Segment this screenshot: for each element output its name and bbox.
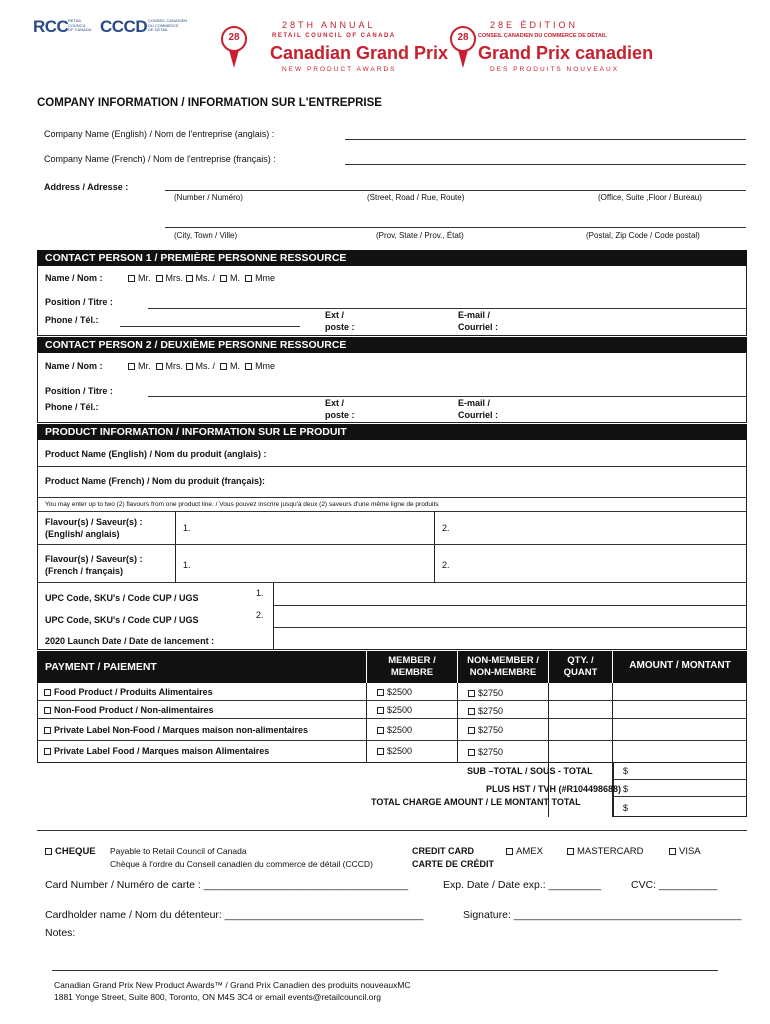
cccd-logo-sub <box>148 19 187 33</box>
pay-row-1-member-price: $2500 <box>387 687 413 697</box>
ribbon-icon-fr <box>458 50 468 68</box>
pay-row-2-label: Non-Food Product / Non-alimentaires <box>54 705 214 715</box>
medal-en-number: 28 <box>228 32 240 43</box>
title-m: M. <box>230 273 241 283</box>
company-name-en-field[interactable] <box>345 139 746 140</box>
pay-row-1-non <box>468 688 503 698</box>
checkbox-m[interactable] <box>220 275 227 282</box>
hst-label: PLUS HST / TVH (#R104498688) <box>486 784 622 794</box>
product-name-en-divider <box>37 466 747 467</box>
credit-card-label: CREDIT CARD <box>412 846 474 856</box>
upc-num-2: 2. <box>256 610 264 620</box>
contact1-position-label: Position / Titre : <box>45 297 113 307</box>
upc-num-1: 1. <box>256 588 264 598</box>
banner-en-title: Canadian Grand Prix <box>270 43 449 63</box>
flavour-fr-2-num: 2. <box>442 560 450 570</box>
flavour-en-1-num: 1. <box>183 523 191 533</box>
addr-city-label: (City, Town / Ville) <box>174 231 238 240</box>
pay-row-3-member-price: $2500 <box>387 725 413 735</box>
launch-date-label: 2020 Launch Date / Date de lancement : <box>45 636 215 646</box>
hst-dollar: $ <box>623 784 629 794</box>
checkbox-mr[interactable] <box>128 275 135 282</box>
pay-row-4-non <box>468 747 503 757</box>
address-line-1[interactable] <box>165 190 746 191</box>
rcc-sub-1: RETAIL <box>68 18 82 23</box>
pay-row-3-label: Private Label Non-Food / Marques maison non-alimentaires <box>54 725 309 735</box>
banner-fr-title: Grand Prix canadien <box>478 43 654 63</box>
visa-option <box>669 846 701 857</box>
member-h2: MEMBRE <box>390 667 434 678</box>
pay-row-4-checkbox[interactable] <box>44 748 51 755</box>
flavour-fr-1-num: 1. <box>183 560 191 570</box>
cccd-sub-2: DU COMMERCE <box>148 22 179 28</box>
company-heading: COMPANY INFORMATION / INFORMATION SUR L'ENTREPRISE <box>37 97 382 109</box>
contact1-courriel: Courriel : <box>458 322 499 332</box>
contact2-poste: poste : <box>325 410 355 420</box>
mastercard-label: MASTERCARD <box>577 846 644 857</box>
nonmember-header <box>458 651 548 683</box>
card-number-field[interactable]: Card Number / Numéro de carte : ___________________________________ <box>45 879 409 891</box>
flavour-en-1-field[interactable] <box>175 511 435 544</box>
pay-row-3-member-checkbox[interactable] <box>377 727 384 734</box>
contact1-email: E-mail / <box>458 310 491 320</box>
flavour-fr-1-field[interactable] <box>175 545 435 582</box>
pay-row-1 <box>44 687 213 697</box>
qty-h2: QUANT <box>563 667 598 678</box>
pay-row-1-divider <box>37 700 747 701</box>
medal-icon-fr <box>450 26 476 52</box>
upc-area <box>273 583 747 650</box>
banner-fr-sub: DES PRODUITS NOUVEAUX <box>490 66 620 73</box>
contact2-phone-label: Phone / Tél.: <box>45 402 99 412</box>
title-m-2: M. <box>230 361 241 371</box>
contact1-email-label <box>458 309 498 333</box>
contact1-poste: poste : <box>325 322 355 332</box>
title-mr: Mr. <box>138 273 151 283</box>
pay-row-2-member-price: $2500 <box>387 705 413 715</box>
cheque-checkbox[interactable] <box>45 848 52 855</box>
medal-icon-en <box>221 26 247 52</box>
pay-row-3-non <box>468 725 503 735</box>
expiry-field[interactable]: Exp. Date / Date exp.: _________ <box>443 879 602 891</box>
contact2-heading: CONTACT PERSON 2 / DEUXIÈME PERSONNE RESSOURCE <box>45 339 347 351</box>
rcc-logo-sub <box>68 19 91 33</box>
contact2-header <box>37 337 747 353</box>
cheque-option <box>45 846 96 857</box>
flavour-en-label-2: (English/ anglais) <box>45 529 120 539</box>
upc-field-2[interactable] <box>273 627 747 628</box>
mastercard-checkbox[interactable] <box>567 848 574 855</box>
nonmember-h1: NON-MEMBER / <box>467 655 539 666</box>
addr-number-label: (Number / Numéro) <box>174 193 243 202</box>
banner-en-sub: NEW PRODUCT AWARDS <box>282 66 397 73</box>
product-note: You may enter up to two (2) flavours from one product line. / Vous pouvez inscrire jusqu'à deux (2) saveurs d'une même ligne de produits <box>45 501 439 508</box>
totals-box <box>613 763 747 817</box>
signature-field[interactable]: Signature: _______________________________________ <box>463 909 742 921</box>
checkbox-mme-2[interactable] <box>245 363 252 370</box>
flavour-fr-label-1: Flavour(s) / Saveur(s) : <box>45 554 143 564</box>
banner-fr-council: CONSEIL CANADIEN DU COMMERCE DE DÉTAIL <box>478 33 607 39</box>
flavour-en-label-1: Flavour(s) / Saveur(s) : <box>45 517 143 527</box>
pay-row-4-non-checkbox[interactable] <box>468 749 475 756</box>
addr-prov-label: (Prov, State / Prov., État) <box>376 231 464 240</box>
product-header <box>37 424 747 440</box>
banner-fr-annual: 28E ÉDITION <box>490 20 579 30</box>
pay-row-1-non-checkbox[interactable] <box>468 690 475 697</box>
cccd-sub-1: CONSEIL CANADIEN <box>148 18 188 23</box>
banner-en-council: RETAIL COUNCIL OF CANADA <box>272 33 396 39</box>
payable-fr: Chèque à l'ordre du Conseil canadien du commerce de détail (CCCD) <box>110 859 373 869</box>
flavour-en-2-num: 2. <box>442 523 450 533</box>
contact1-phone-label: Phone / Tél.: <box>45 315 99 325</box>
footer-divider <box>52 970 718 971</box>
pay-row-1-member <box>377 687 412 697</box>
member-h1: MEMBER / <box>388 655 436 666</box>
amount-header <box>613 651 747 683</box>
cvc-field[interactable]: CVC: __________ <box>631 879 718 891</box>
contact1-ext-label <box>325 309 355 333</box>
footer-line-2: 1881 Yonge Street, Suite 800, Toronto, ON M4S 3C4 or email events@retailcouncil.org <box>54 992 381 1002</box>
pay-row-4 <box>44 746 269 756</box>
checkbox-ms[interactable] <box>186 275 193 282</box>
contact2-position-label: Position / Titre : <box>45 386 113 396</box>
pay-row-3-member <box>377 725 412 735</box>
product-name-fr-divider <box>37 497 747 498</box>
contact1-titles <box>128 273 275 283</box>
payable-en: Payable to Retail Council of Canada <box>110 846 247 856</box>
pay-row-1-label: Food Product / Produits Alimentaires <box>54 687 213 697</box>
checkbox-mrs[interactable] <box>156 275 163 282</box>
pay-row-4-member-price: $2500 <box>387 746 413 756</box>
addr-office-label: (Office, Suite ,Floor / Bureau) <box>598 193 702 202</box>
upc-field-1[interactable] <box>273 605 747 606</box>
contact2-ext: Ext / <box>325 398 345 408</box>
checkbox-mr-2[interactable] <box>128 363 135 370</box>
checkbox-ms-2[interactable] <box>186 363 193 370</box>
pay-row-2-non <box>468 706 503 716</box>
addr-postal-label: (Postal, Zip Code / Code postal) <box>586 231 700 240</box>
contact2-titles <box>128 361 275 371</box>
method-divider <box>37 830 747 831</box>
pay-row-2 <box>44 705 214 715</box>
checkbox-mme[interactable] <box>245 275 252 282</box>
carte-credit-label: CARTE DE CRÉDIT <box>412 859 495 869</box>
cccd-sub-3: DE DÉTAIL <box>148 27 169 32</box>
footer-line-1: Canadian Grand Prix New Product Awards™ / Grand Prix Canadien des produits nouveauxMC <box>54 980 411 990</box>
title-ms: Ms. / <box>195 273 216 283</box>
hst-divider <box>613 796 747 797</box>
contact1-header <box>37 250 747 266</box>
amex-option <box>506 846 543 857</box>
contact2-email: E-mail / <box>458 398 491 408</box>
mastercard-option <box>567 846 644 857</box>
title-ms-2: Ms. / <box>195 361 216 371</box>
pay-row-3-checkbox[interactable] <box>44 727 51 734</box>
cardholder-field[interactable]: Cardholder name / Nom du détenteur: __________________________________ <box>45 909 424 921</box>
title-mme-2: Mme <box>255 361 276 371</box>
address-label: Address / Adresse : <box>44 182 129 192</box>
upc-label-2: UPC Code, SKU's / Code CUP / UGS <box>45 615 199 625</box>
payment-heading: PAYMENT / PAIEMENT <box>45 661 157 673</box>
product-name-fr-label: Product Name (French) / Nom du produit (français): <box>45 476 266 486</box>
subtotal-dollar: $ <box>623 766 629 776</box>
addr-street-label: (Street, Road / Rue, Route) <box>367 193 465 202</box>
title-mrs: Mrs. <box>165 273 184 283</box>
pay-row-2-member <box>377 705 412 715</box>
contact1-ext: Ext / <box>325 310 345 320</box>
total-label: TOTAL CHARGE AMOUNT / LE MONTANT TOTAL <box>371 797 581 807</box>
visa-checkbox[interactable] <box>669 848 676 855</box>
pay-row-2-non-price: $2750 <box>478 706 504 716</box>
flavour-en-label <box>45 516 143 540</box>
pay-row-1-checkbox[interactable] <box>44 689 51 696</box>
contact2-email-label <box>458 397 498 421</box>
rcc-logo-text: RCC <box>33 17 69 36</box>
cheque-label: CHEQUE <box>55 846 96 857</box>
member-header <box>367 651 457 683</box>
amex-label: AMEX <box>516 846 543 857</box>
address-line-2[interactable] <box>165 227 746 228</box>
contact2-courriel: Courriel : <box>458 410 499 420</box>
pay-row-2-checkbox[interactable] <box>44 707 51 714</box>
pay-row-2-divider <box>37 718 747 719</box>
visa-label: VISA <box>679 846 701 857</box>
subtotal-label: SUB –TOTAL / SOUS - TOTAL <box>467 766 593 776</box>
contact2-position-field[interactable] <box>148 396 746 397</box>
product-name-en-label: Product Name (English) / Nom du produit (anglais) : <box>45 449 267 459</box>
contact1-phone-field[interactable] <box>120 326 300 327</box>
nonmember-col-line <box>457 683 458 763</box>
pay-row-3-non-price: $2750 <box>478 725 504 735</box>
company-name-en-label: Company Name (English) / Nom de l'entreprise (anglais) : <box>44 129 275 139</box>
notes-label: Notes: <box>45 927 76 939</box>
product-heading: PRODUCT INFORMATION / INFORMATION SUR LE PRODUIT <box>45 426 347 438</box>
pay-row-3 <box>44 725 308 735</box>
flavour-fr-label-2: (French / français) <box>45 566 124 576</box>
company-name-fr-label: Company Name (French) / Nom de l'entreprise (français) : <box>44 154 276 164</box>
qty-header <box>549 651 612 683</box>
company-name-fr-field[interactable] <box>345 164 746 165</box>
contact2-ext-label <box>325 397 355 421</box>
nonmember-h2: NON-MEMBRE <box>469 667 537 678</box>
cccd-logo <box>100 17 147 37</box>
pay-row-4-non-price: $2750 <box>478 747 504 757</box>
rcc-sub-2: COUNCIL <box>68 22 87 28</box>
checkbox-mrs-2[interactable] <box>156 363 163 370</box>
title-mr-2: Mr. <box>138 361 151 371</box>
medal-fr-number: 28 <box>457 32 469 43</box>
pay-row-1-member-checkbox[interactable] <box>377 689 384 696</box>
upc-label-1: UPC Code, SKU's / Code CUP / UGS <box>45 593 199 603</box>
flavour-fr-label <box>45 553 143 577</box>
amex-checkbox[interactable] <box>506 848 513 855</box>
pay-row-2-non-checkbox[interactable] <box>468 708 475 715</box>
cccd-logo-text: CCCD <box>100 17 148 36</box>
contact1-name-label: Name / Nom : <box>45 273 103 283</box>
title-mme: Mme <box>255 273 276 283</box>
contact2-name-label: Name / Nom : <box>45 361 103 371</box>
pay-row-1-non-price: $2750 <box>478 688 504 698</box>
total-dollar: $ <box>623 803 629 813</box>
rcc-logo <box>33 17 68 37</box>
ribbon-icon-en <box>229 50 239 68</box>
pay-row-3-divider <box>37 740 747 741</box>
pay-row-2-member-checkbox[interactable] <box>377 707 384 714</box>
banner-en-annual: 28TH ANNUAL <box>282 20 376 30</box>
qty-h1: QTY. / <box>567 655 594 666</box>
checkbox-m-2[interactable] <box>220 363 227 370</box>
pay-row-3-non-checkbox[interactable] <box>468 727 475 734</box>
payment-header <box>37 651 366 683</box>
amount-h: AMOUNT / MONTANT <box>629 660 731 671</box>
contact1-heading: CONTACT PERSON 1 / PREMIÈRE PERSONNE RESSOURCE <box>45 252 347 264</box>
member-col-line <box>366 683 367 763</box>
subtotal-divider <box>613 779 747 780</box>
pay-row-4-member-checkbox[interactable] <box>377 748 384 755</box>
pay-row-4-member <box>377 746 412 756</box>
title-mrs-2: Mrs. <box>165 361 184 371</box>
contact1-position-field[interactable] <box>148 308 746 309</box>
pay-row-4-label: Private Label Food / Marques maison Alimentaires <box>54 746 270 756</box>
rcc-sub-3: OF CANADA <box>68 27 92 32</box>
